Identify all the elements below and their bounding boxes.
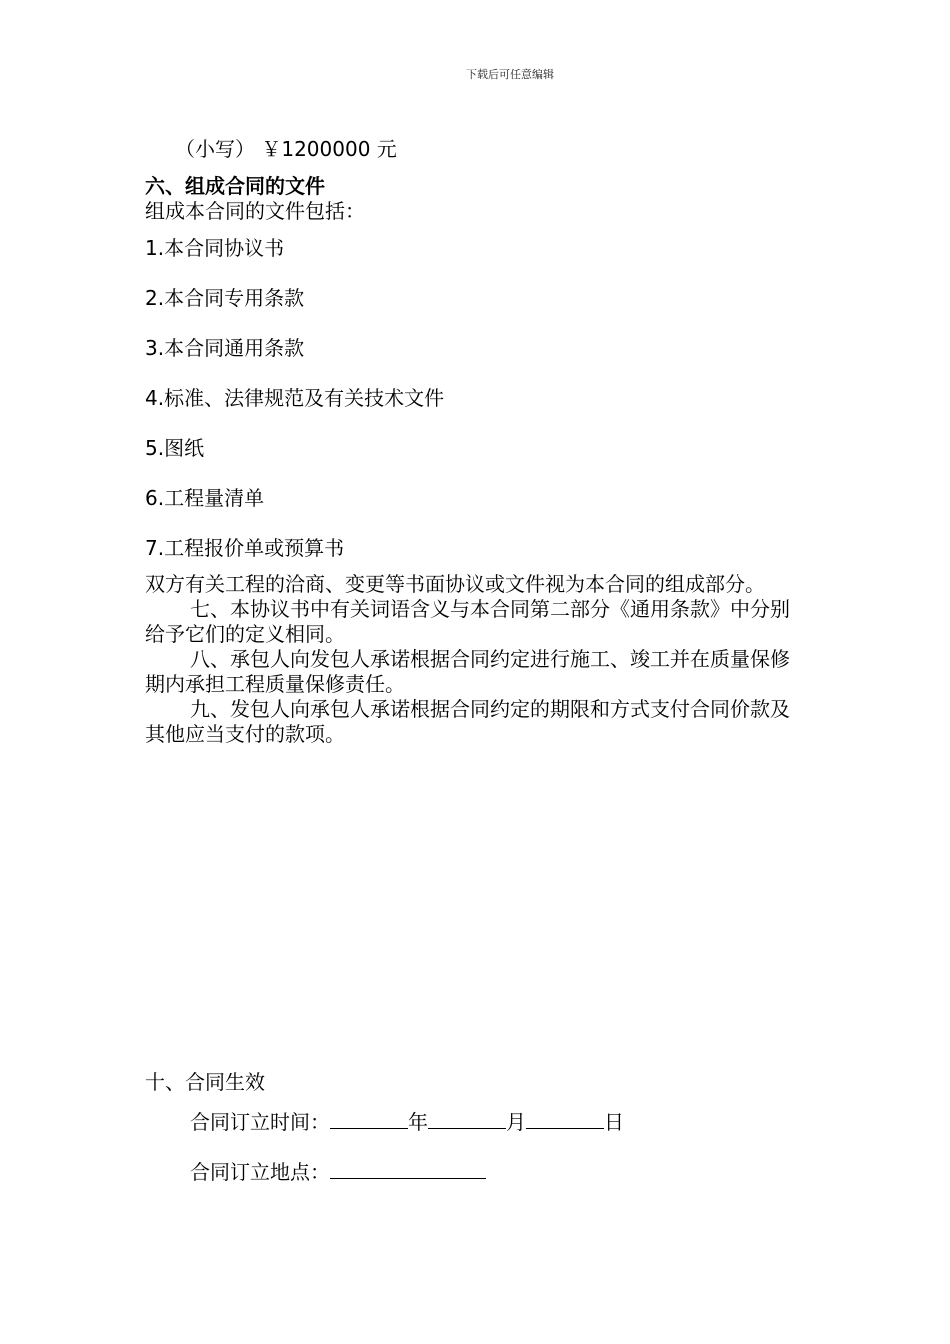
section6-closing: 双方有关工程的洽商、变更等书面协议或文件视为本合同的组成部分。 <box>145 572 765 596</box>
list-item: 2.本合同专用条款 <box>145 286 305 310</box>
page-header: 下载后可任意编辑 <box>466 68 554 81</box>
list-item: 1.本合同协议书 <box>145 236 285 260</box>
list-item: 7.工程报价单或预算书 <box>145 536 345 560</box>
section7-line1: 七、本协议书中有关词语含义与本合同第二部分《通用条款》中分别 <box>190 597 790 621</box>
place-blank[interactable] <box>330 1158 486 1179</box>
section7-line2: 给予它们的定义相同。 <box>145 622 345 646</box>
month-label: 月 <box>506 1110 526 1134</box>
section6-intro: 组成本合同的文件包括： <box>145 199 365 223</box>
month-blank[interactable] <box>428 1108 506 1129</box>
day-blank[interactable] <box>526 1108 604 1129</box>
year-blank[interactable] <box>330 1108 408 1129</box>
year-label: 年 <box>408 1110 428 1134</box>
section8-line2: 期内承担工程质量保修责任。 <box>145 672 405 696</box>
list-item: 5.图纸 <box>145 436 205 460</box>
section6-title: 六、组成合同的文件 <box>145 174 325 198</box>
signing-time-label: 合同订立时间： <box>190 1110 330 1134</box>
section10-title: 十、合同生效 <box>145 1070 265 1094</box>
list-item: 6.工程量清单 <box>145 486 265 510</box>
section9-line2: 其他应当支付的款项。 <box>145 722 345 746</box>
section9-line1: 九、发包人向承包人承诺根据合同约定的期限和方式支付合同价款及 <box>190 697 790 721</box>
section8-line1: 八、承包人向发包人承诺根据合同约定进行施工、竣工并在质量保修 <box>190 647 790 671</box>
amount-lowercase: （小写） ￥1200000 元 <box>175 137 397 161</box>
signing-place-label: 合同订立地点： <box>190 1160 330 1184</box>
signing-time-row <box>190 1108 624 1135</box>
signing-place-row <box>190 1158 486 1185</box>
list-item: 3.本合同通用条款 <box>145 336 305 360</box>
list-item: 4.标准、法律规范及有关技术文件 <box>145 386 445 410</box>
day-label: 日 <box>604 1110 624 1134</box>
